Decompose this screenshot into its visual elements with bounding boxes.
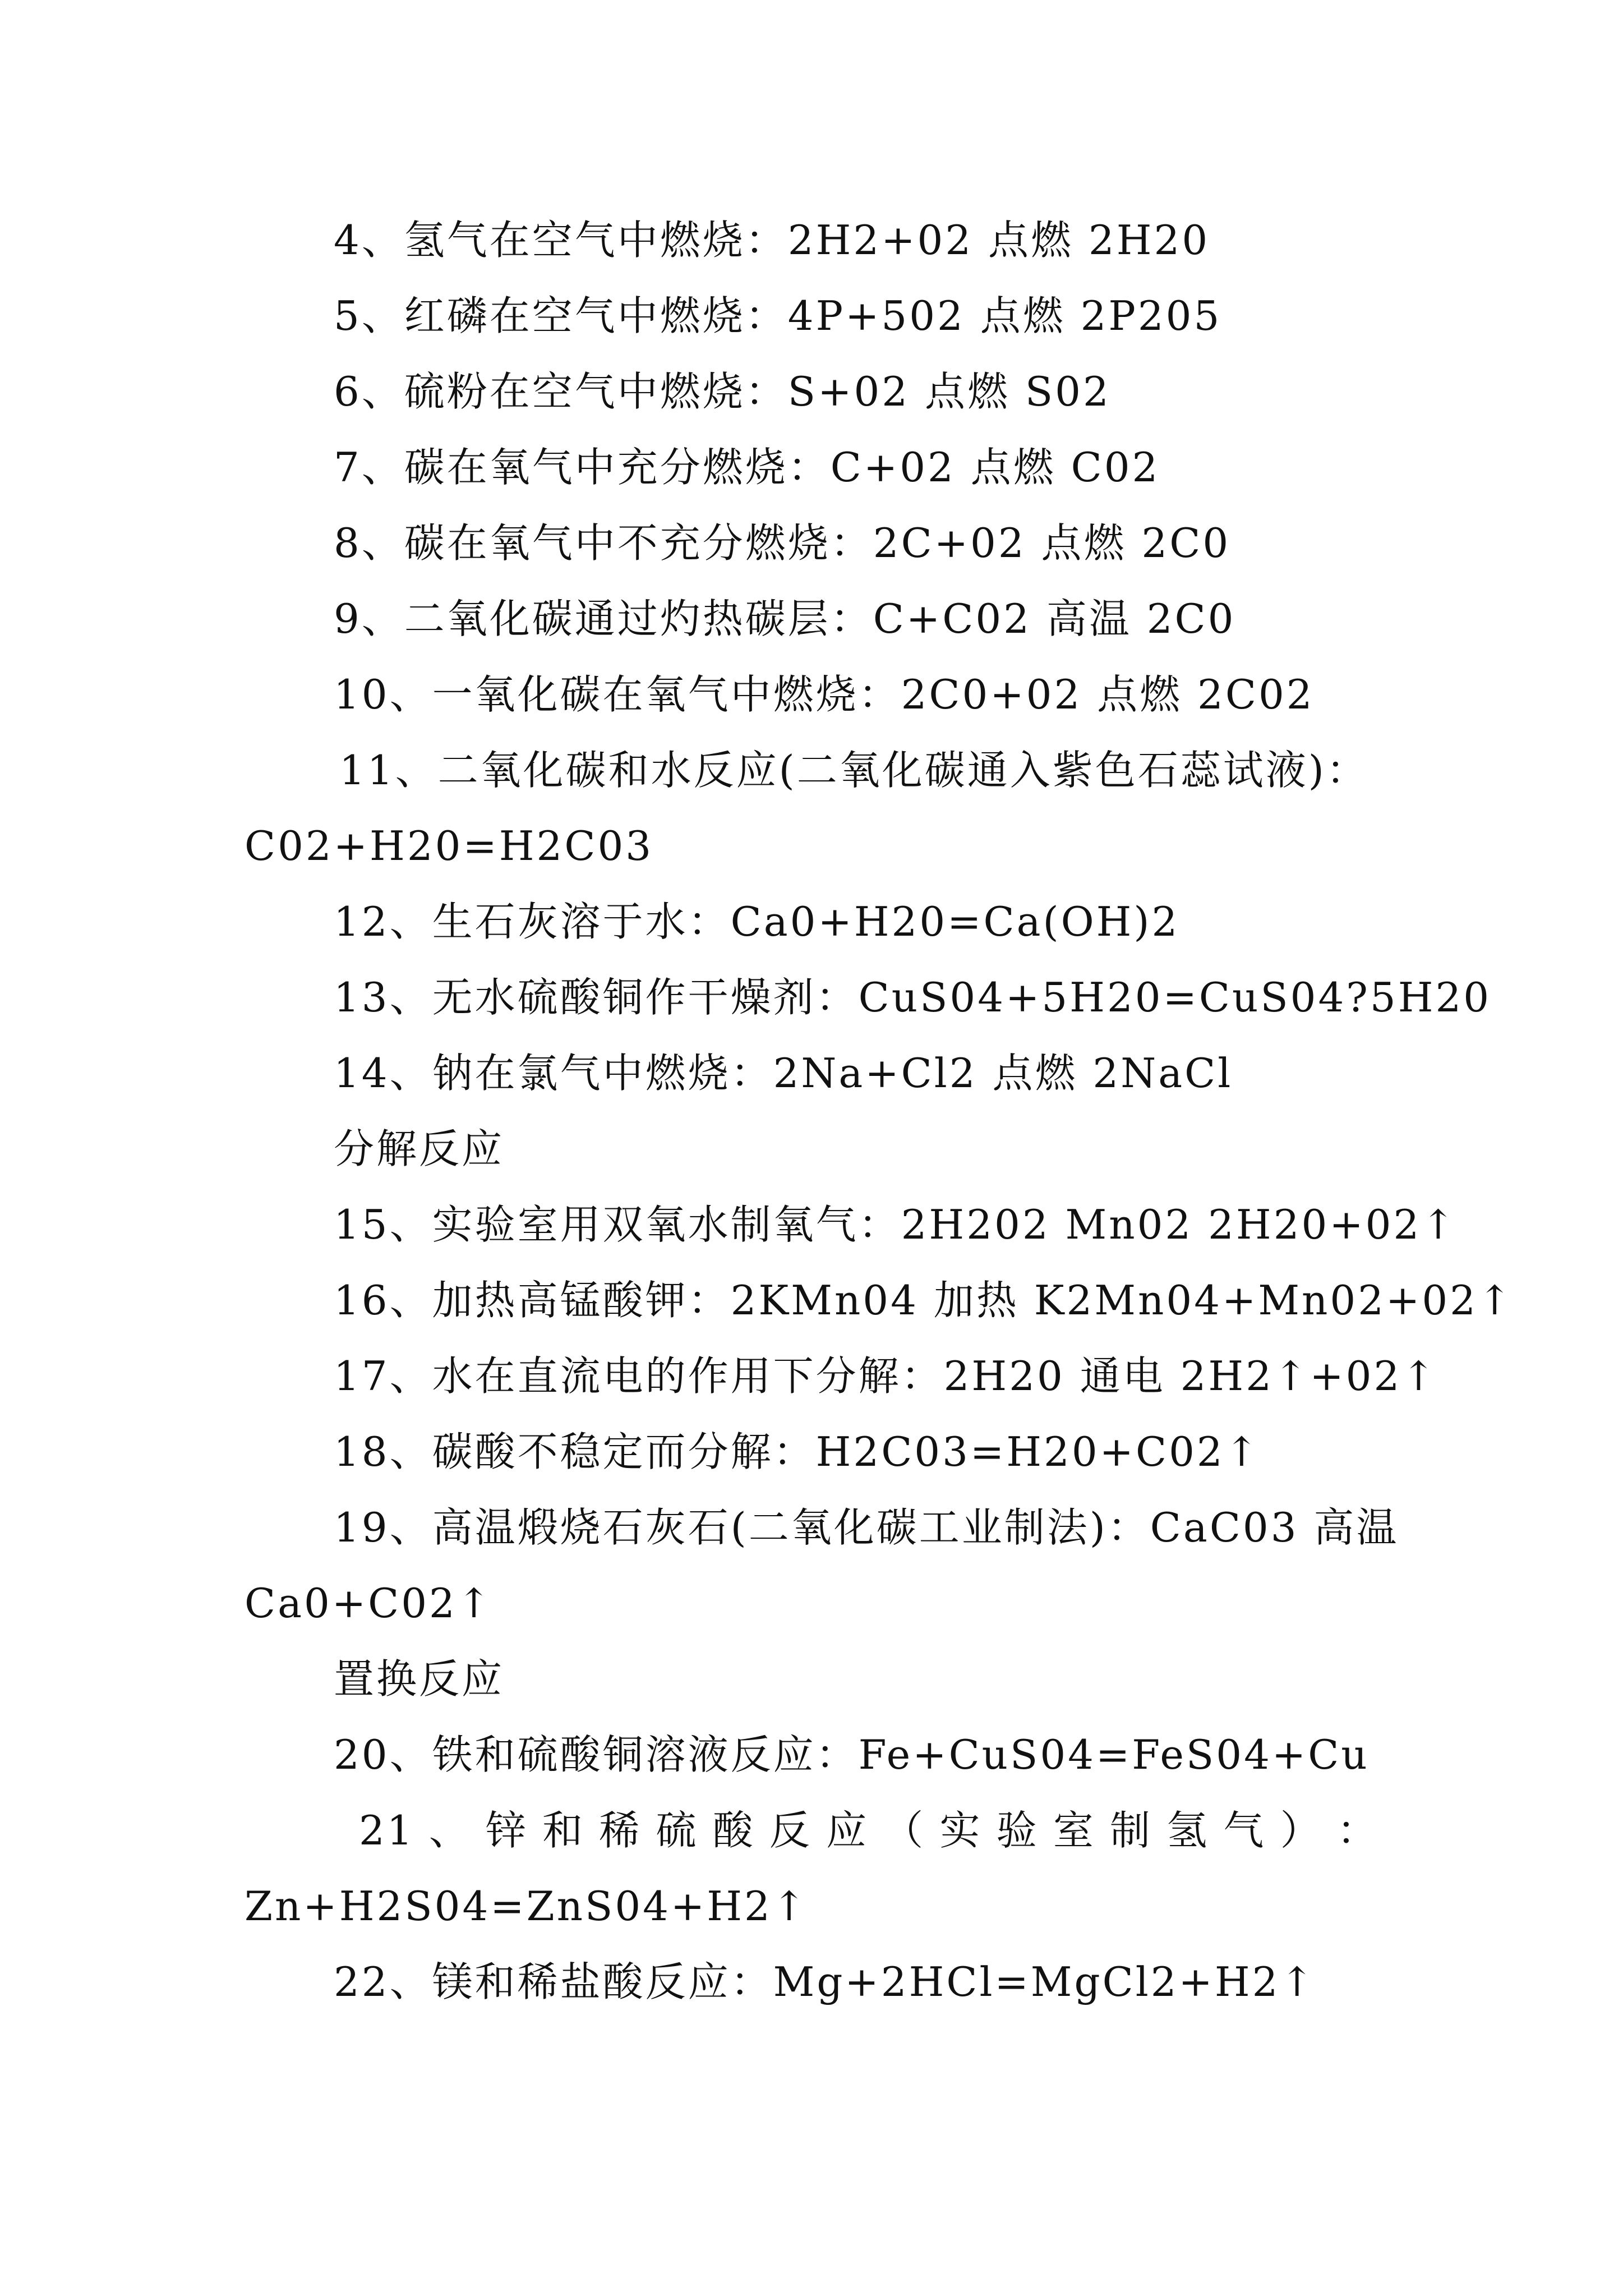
text-token: 氢: [1166, 1807, 1210, 1854]
text-token: 、: [428, 1807, 472, 1854]
text-token: 实: [939, 1807, 983, 1854]
section-heading: 分解反应: [334, 1125, 505, 1172]
text-line: 11、二氧化碳和水反应(二氧化碳通入紫色石蕊试液)：: [339, 747, 1369, 794]
text-line-justified: [359, 1802, 1380, 1858]
text-line: 7、碳在氧气中充分燃烧：C+02 点燃 C02: [334, 444, 1160, 491]
text-token: 反: [769, 1807, 812, 1854]
text-token: 验: [996, 1807, 1039, 1854]
text-token: 和: [542, 1807, 585, 1854]
text-token: （: [883, 1807, 926, 1854]
text-token: ：: [1336, 1807, 1380, 1854]
text-line: 19、高温煅烧石灰石(二氧化碳工业制法)：CaC03 高温: [334, 1504, 1399, 1551]
text-token: 室: [1053, 1807, 1096, 1854]
text-token: 硫: [656, 1807, 699, 1854]
text-token: 酸: [712, 1807, 755, 1854]
text-line: 5、红磷在空气中燃烧：4P+502 点燃 2P205: [334, 292, 1222, 339]
text-line: 9、二氧化碳通过灼热碳层：C+C02 高温 2C0: [334, 595, 1236, 642]
text-token: 应: [826, 1807, 869, 1854]
text-line: 16、加热高锰酸钾：2KMn04 加热 K2Mn04+Mn02+02↑: [334, 1277, 1514, 1324]
text-token: 21: [359, 1807, 415, 1854]
text-token: 气: [1223, 1807, 1266, 1854]
text-token: 制: [1110, 1807, 1153, 1854]
text-line: 22、镁和稀盐酸反应：Mg+2HCl=MgCl2+H2↑: [334, 1958, 1316, 2005]
text-line: 10、一氧化碳在氧气中燃烧：2C0+02 点燃 2C02: [334, 671, 1315, 718]
text-line: 17、水在直流电的作用下分解：2H20 通电 2H2↑+02↑: [334, 1352, 1438, 1400]
text-token: 锌: [485, 1807, 528, 1854]
text-line: 4、氢气在空气中燃烧：2H2+02 点燃 2H20: [334, 217, 1210, 264]
text-line: C02+H20=H2C03: [245, 822, 654, 869]
section-heading: 置换反应: [334, 1655, 505, 1703]
text-line: 20、铁和硫酸铜溶液反应：Fe+CuS04=FeS04+Cu: [334, 1731, 1370, 1778]
text-token: ）: [1280, 1807, 1323, 1854]
text-line: Zn+H2S04=ZnS04+H2↑: [245, 1883, 809, 1930]
text-token: 稀: [599, 1807, 642, 1854]
text-line: 14、钠在氯气中燃烧：2Na+Cl2 点燃 2NaCl: [334, 1050, 1233, 1097]
text-line: Ca0+C02↑: [245, 1580, 494, 1627]
text-line: 12、生石灰溶于水：Ca0+H20=Ca(OH)2: [334, 898, 1180, 945]
text-line: 18、碳酸不稳定而分解：H2C03=H20+C02↑: [334, 1428, 1261, 1475]
text-line: 8、碳在氧气中不充分燃烧：2C+02 点燃 2C0: [334, 519, 1231, 567]
text-line: 6、硫粉在空气中燃烧：S+02 点燃 S02: [334, 368, 1111, 415]
text-line: 15、实验室用双氧水制氧气：2H202 Mn02 2H20+02↑: [334, 1201, 1458, 1248]
text-line: 13、无水硫酸铜作干燥剂：CuS04+5H20=CuS04?5H20: [334, 974, 1492, 1021]
